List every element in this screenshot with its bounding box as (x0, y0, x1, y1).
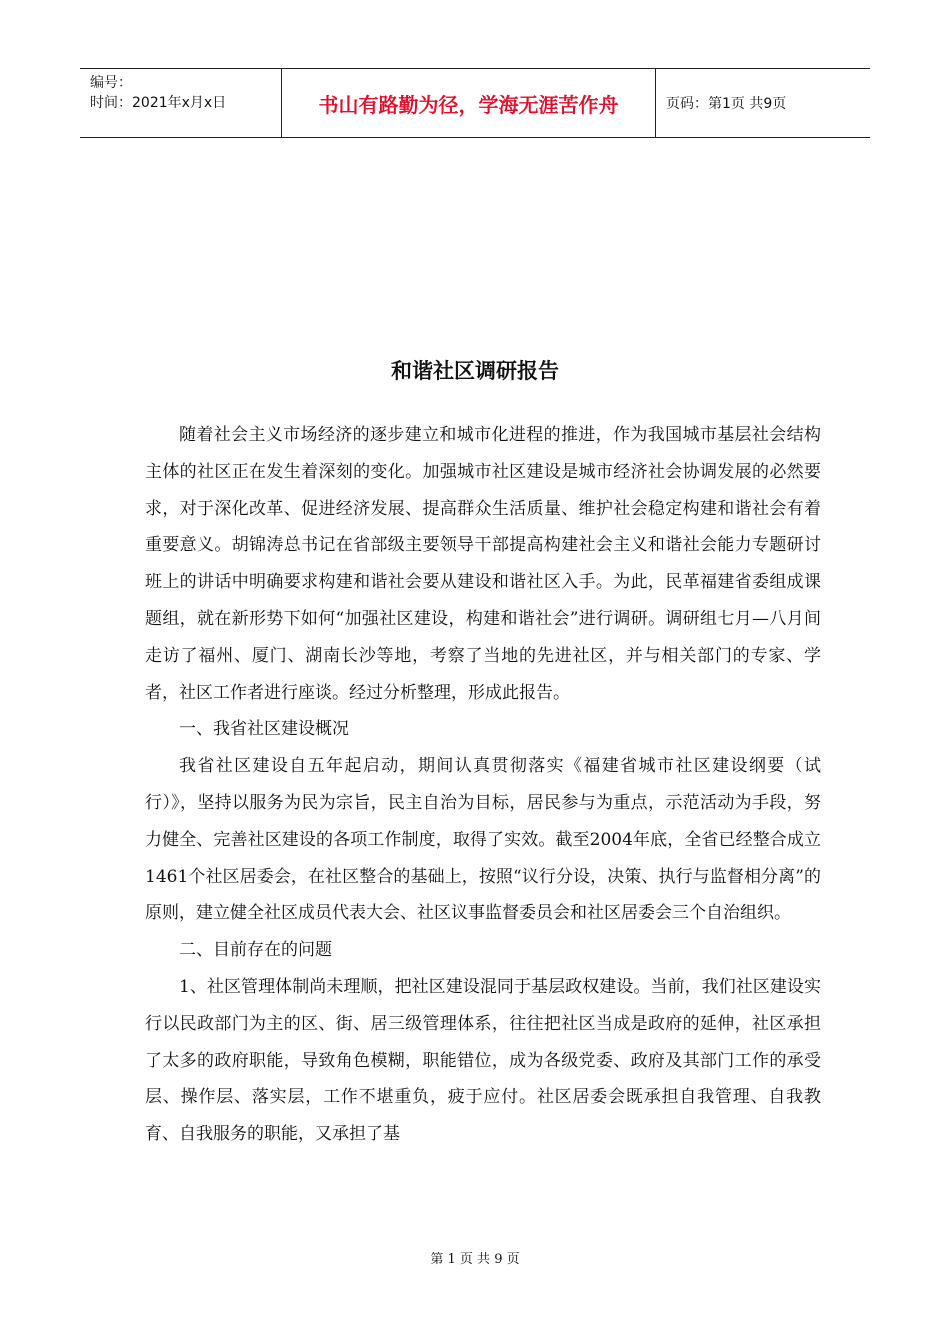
motto: 书山有路勤为径，学海无涯苦作舟 (282, 69, 656, 137)
paragraph: 随着社会主义市场经济的逐步建立和城市化进程的推进，作为我国城市基层社会结构主体的社区正在发生着深刻的变化。加强城市社区建设是城市经济社会协调发展的必然要求，对于深化改革、促进经济发展、提高群众生活质量、维护社会稳定构建和谐社会有着重要意义。胡锦涛总书记在省部级主要领导干部提高构建社会主义和谐社会能力专题研讨班上的讲话中明确要求构建和谐社会要从建设和谐社区入手。为此，民革福建省委组成课题组，就在新形势下如何“加强社区建设，构建和谐社会”进行调研。调研组七月—八月间走访了福州、厦门、湖南长沙等地，考察了当地的先进社区，并与相关部门的专家、学者，社区工作者进行座谈。经过分析整理，形成此报告。 (145, 425, 821, 703)
paragraph: 我省社区建设自五年起启动，期间认真贯彻落实《福建省城市社区建设纲要（试行）》，坚持以服务为民为宗旨，民主自治为目标，居民参与为重点，示范活动为手段，努力健全、完善社区建设的各项工作制度，取得了实效。截至2004年底，全省已经整合成立1461个社区居委会，在社区整合的基础上，按照“议行分设，决策、执行与监督相分离”的原则，建立健全社区成员代表大会、社区议事监督委员会和社区居委会三个自治组织。 (145, 756, 821, 924)
header-table (80, 68, 870, 138)
page-footer: 第 1 页 共 9 页 (430, 1252, 520, 1267)
time-label: 时间：2021年x月x日 (90, 95, 227, 111)
section-heading: 二、目前存在的问题 (179, 940, 332, 961)
section-heading: 一、我省社区建设概况 (179, 719, 349, 740)
paragraph: 1、社区管理体制尚未理顺，把社区建设混同于基层政权建设。当前，我们社区建设实行以民政部门为主的区、街、居三级管理体系，往往把社区当成是政府的延伸，社区承担了太多的政府职能，导致角色模糊，职能错位，成为各级党委、政府及其部门工作的承受层、操作层、落实层，工作不堪重负，疲于应付。社区居委会既承担自我管理、自我教育、自我服务的职能，又承担了基 (145, 976, 821, 1145)
document-title: 和谐社区调研报告 (391, 358, 559, 383)
document-body (145, 417, 821, 1153)
number-label: 编号： (90, 75, 132, 91)
page-info: 页码：第1页 共9页 (666, 96, 787, 112)
header-meta-cell (80, 69, 282, 137)
